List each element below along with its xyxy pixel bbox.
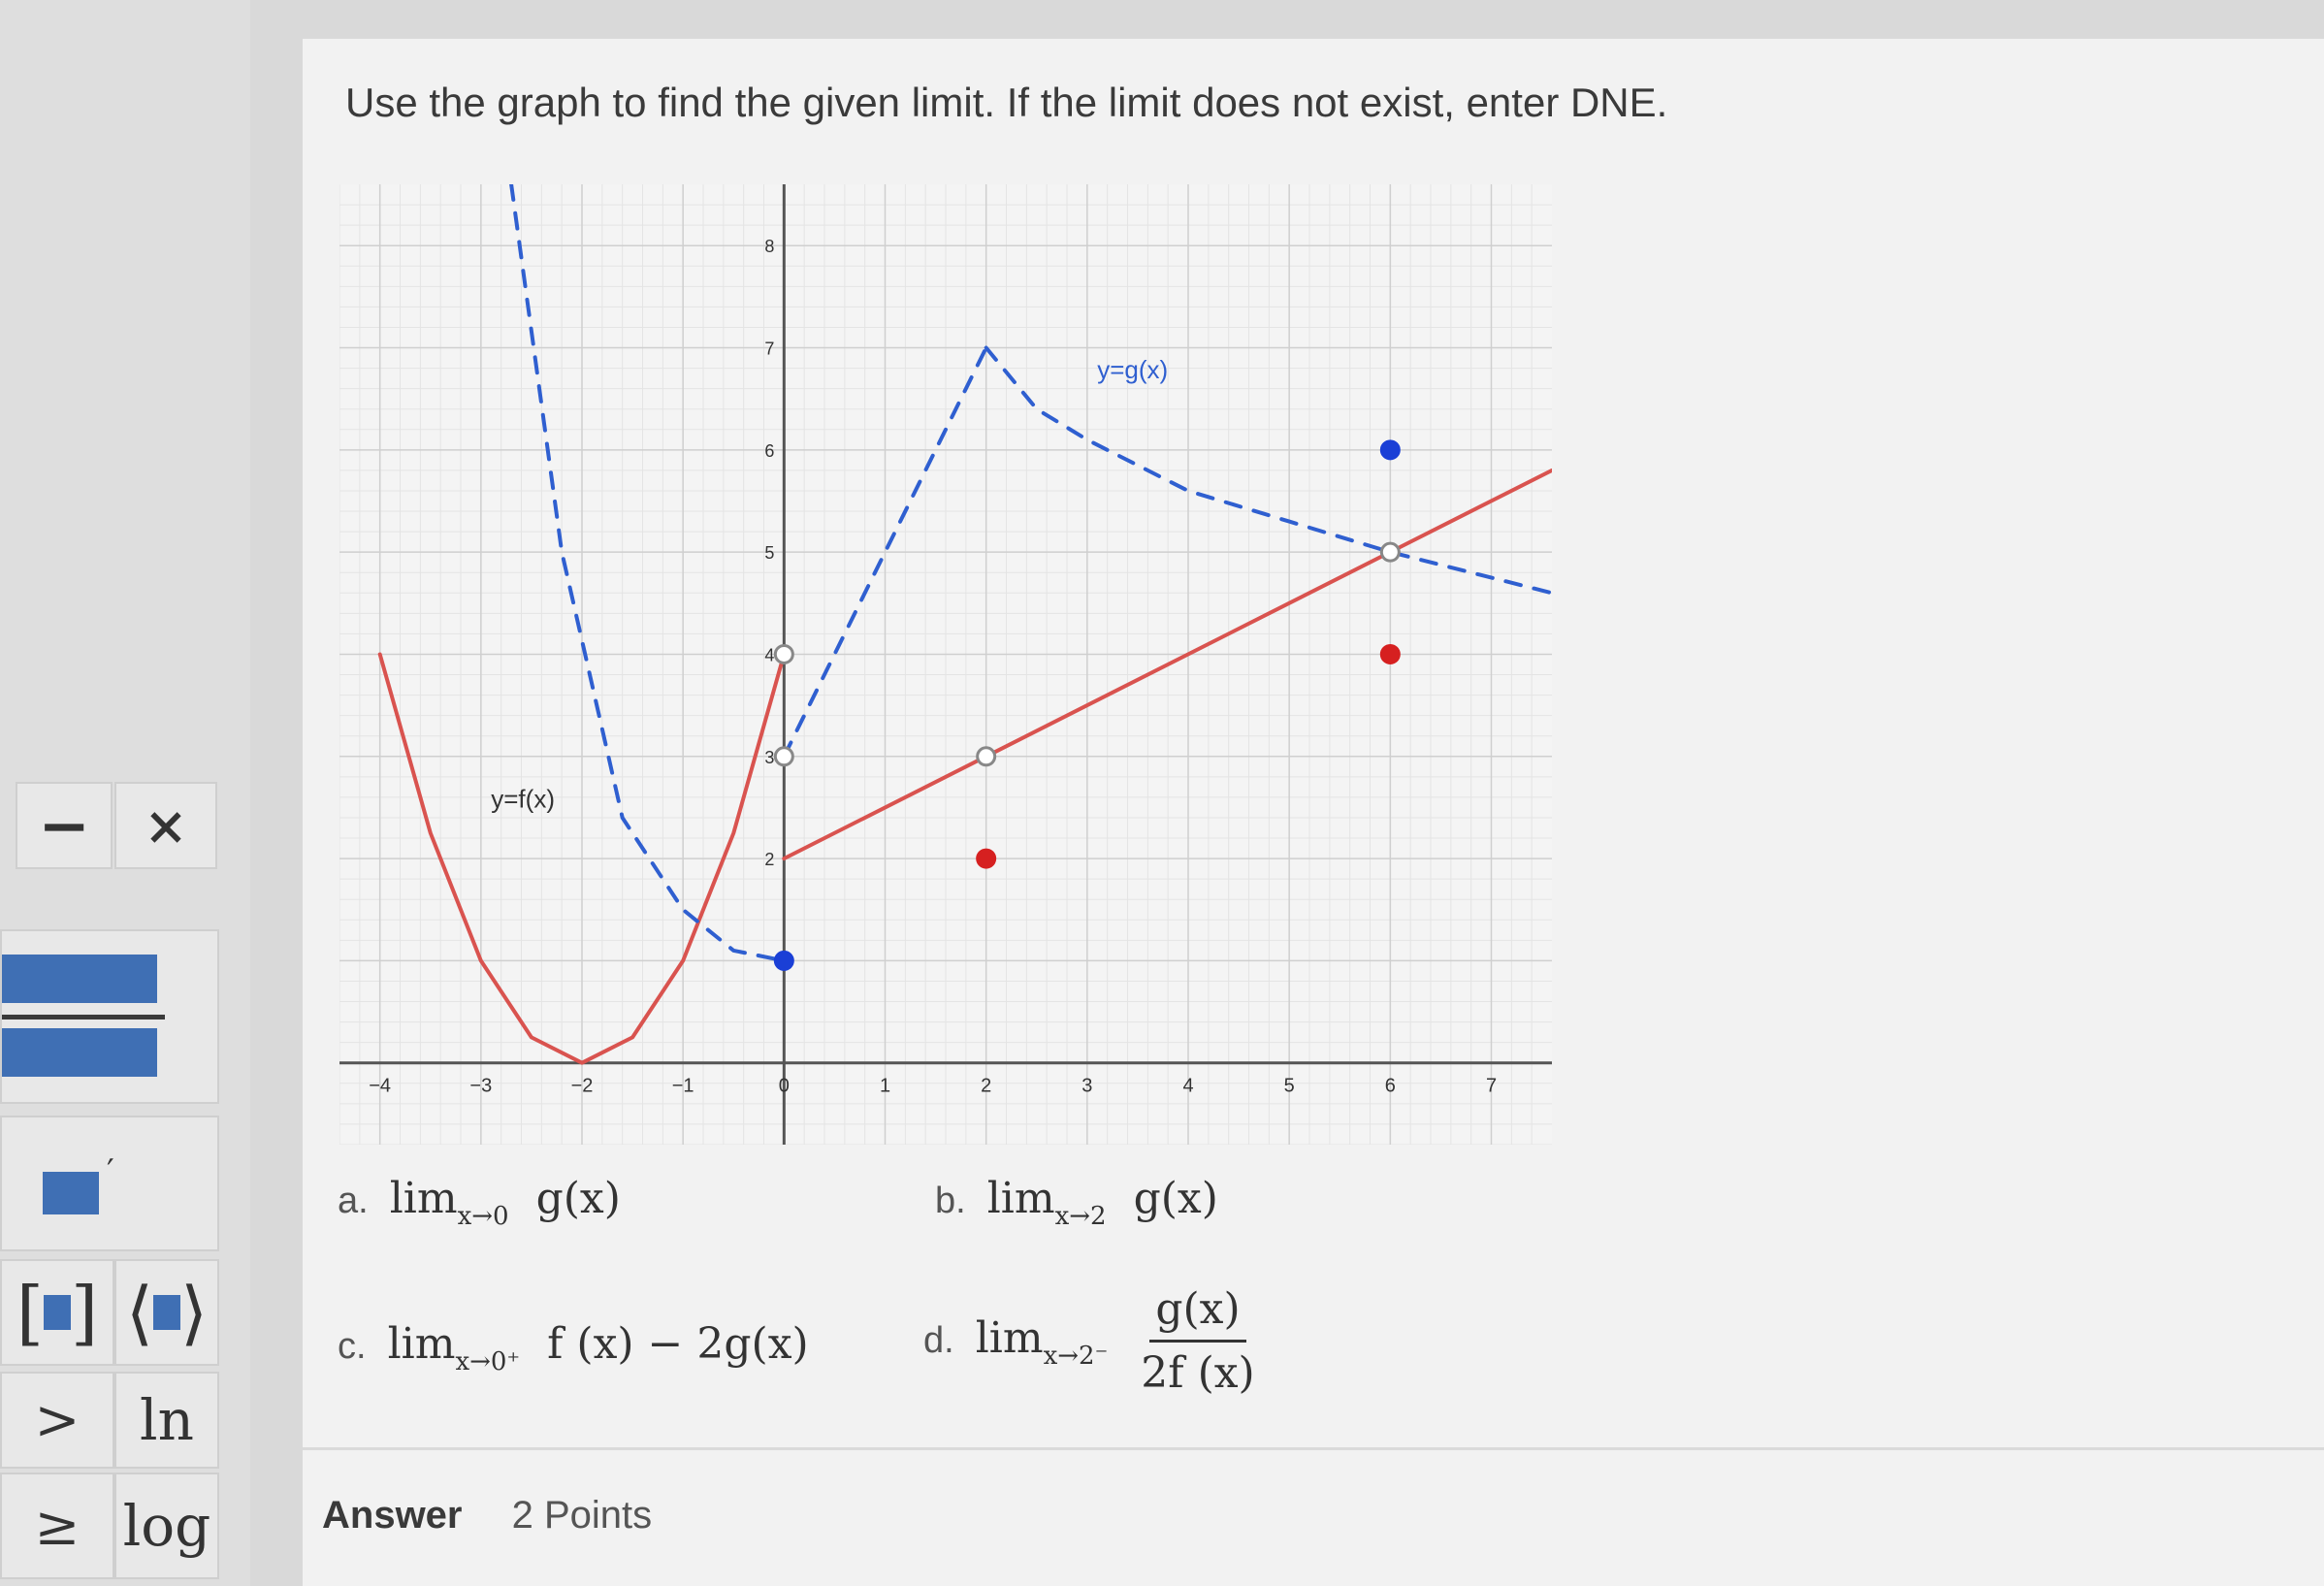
math-palette (0, 0, 250, 1586)
limit-c-expr: f (x) − 2g(x) (547, 1319, 809, 1369)
x-tick-label: 3 (1081, 1075, 1093, 1097)
open-point (775, 645, 792, 663)
limit-a-lim: lim (389, 1174, 458, 1223)
x-tick-label: −4 (369, 1075, 392, 1097)
limit-graph (339, 184, 1552, 1145)
limit-d-denominator: 2f (x) (1141, 1348, 1255, 1398)
open-point (1381, 543, 1399, 561)
x-tick-label: 7 (1485, 1075, 1498, 1097)
question-card (303, 39, 2324, 1586)
brackets-button[interactable] (0, 1259, 114, 1366)
x-tick-label: −3 (469, 1075, 493, 1097)
x-tick-label: −1 (671, 1075, 694, 1097)
limit-d-lim: lim (975, 1313, 1044, 1363)
closed-point (775, 952, 792, 969)
limit-d-fraction (1135, 1284, 1260, 1398)
x-tick-label: 5 (1283, 1075, 1295, 1097)
y-tick-label: 2 (764, 850, 775, 870)
left-angle: ⟨ (125, 1272, 153, 1353)
right-bracket: ] (71, 1272, 99, 1353)
closed-point (1381, 441, 1399, 459)
fraction-button[interactable] (0, 929, 219, 1104)
limit-a-expr: g(x) (535, 1174, 621, 1223)
answer-points: 2 Points (511, 1494, 653, 1537)
answer-label: Answer (322, 1494, 463, 1537)
angle-brackets-button[interactable] (114, 1259, 219, 1366)
limit-c-sub: x→0⁺ (455, 1347, 521, 1376)
right-angle: ⟩ (180, 1272, 209, 1353)
limit-b (935, 1174, 1218, 1231)
limit-d-numerator: g(x) (1149, 1284, 1245, 1343)
question-prompt: Use the graph to find the given limit. If the limit does not exist, enter DNE. (345, 80, 1668, 125)
derivative-button[interactable]: ′ (0, 1116, 219, 1251)
greater-than-button[interactable]: > (0, 1372, 114, 1469)
curve-label: y=g(x) (1097, 355, 1169, 385)
limit-b-sub: x→2 (1054, 1202, 1107, 1231)
curve-label: y=f(x) (491, 784, 555, 814)
angle-placeholder-icon (153, 1295, 180, 1330)
x-tick-label: 2 (981, 1075, 992, 1097)
x-tick-label: −2 (570, 1075, 594, 1097)
open-point (978, 748, 995, 765)
limit-c-letter: c. (338, 1326, 367, 1367)
limit-b-expr: g(x) (1133, 1174, 1218, 1223)
y-tick-label: 5 (764, 543, 775, 564)
closed-point (978, 850, 995, 867)
y-tick-label: 8 (764, 237, 775, 257)
limit-b-letter: b. (935, 1181, 966, 1221)
open-point (775, 748, 792, 765)
log-button[interactable]: log (114, 1473, 219, 1579)
limit-d (923, 1284, 1261, 1398)
minus-button[interactable]: − (16, 782, 113, 869)
x-tick-label: 4 (1182, 1075, 1194, 1097)
limit-c-lim: lim (387, 1319, 456, 1369)
y-tick-label: 6 (764, 440, 775, 461)
limit-a-sub: x→0 (457, 1202, 509, 1231)
limit-a (338, 1174, 621, 1231)
divider (303, 1447, 2324, 1450)
brackets-placeholder-icon (44, 1295, 71, 1330)
ln-button[interactable]: ln (114, 1372, 219, 1469)
limit-a-letter: a. (338, 1181, 369, 1221)
x-tick-label: 1 (879, 1075, 891, 1097)
answer-section (322, 1494, 652, 1537)
y-tick-label: 7 (764, 339, 775, 359)
limit-b-lim: lim (986, 1174, 1055, 1223)
limit-d-sub: x→2⁻ (1043, 1342, 1109, 1371)
x-tick-label: 0 (778, 1075, 790, 1097)
left-bracket: [ (16, 1272, 44, 1353)
y-tick-label: 4 (764, 645, 775, 665)
limit-d-letter: d. (923, 1320, 954, 1361)
y-tick-label: 3 (764, 747, 775, 767)
limit-c (338, 1319, 809, 1376)
times-button[interactable]: × (114, 782, 217, 869)
closed-point (1381, 645, 1399, 663)
x-tick-label: 6 (1384, 1075, 1396, 1097)
greater-equal-button[interactable]: ≥ (0, 1473, 114, 1579)
